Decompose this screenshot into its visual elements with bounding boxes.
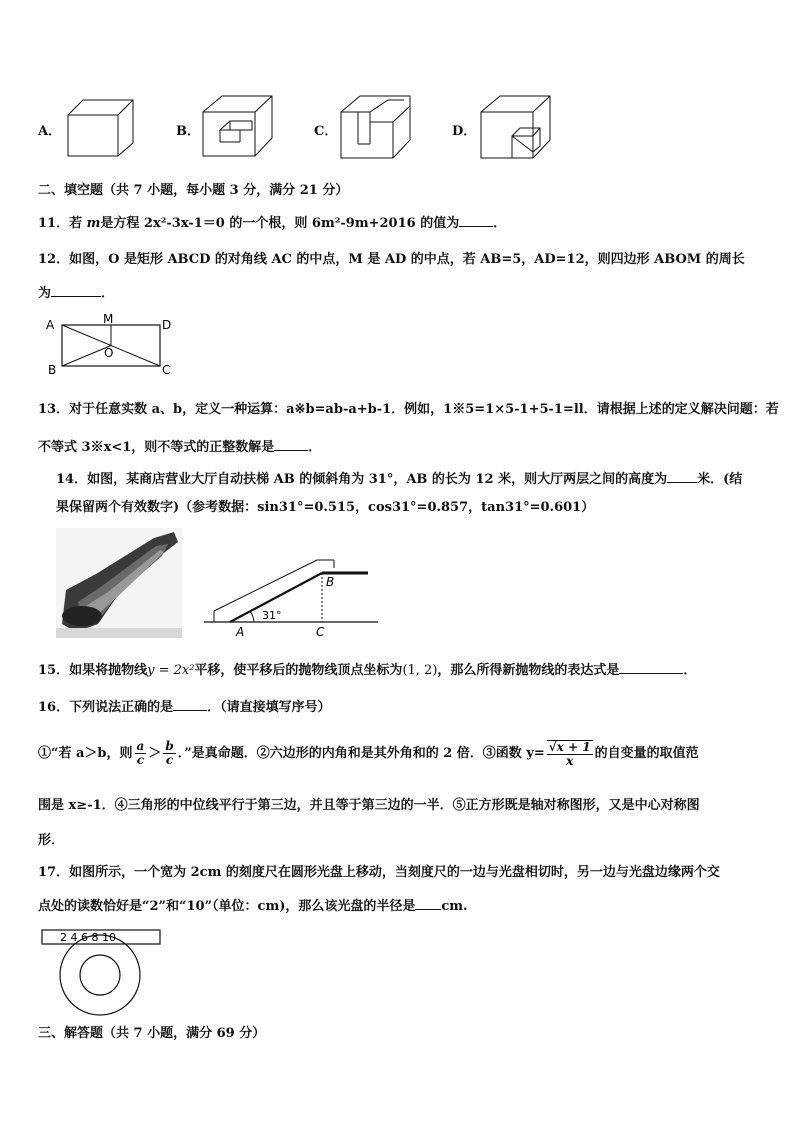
q16-answer-blank[interactable] bbox=[173, 697, 207, 711]
q14-label-b: B bbox=[326, 575, 335, 589]
question-11 bbox=[38, 213, 506, 233]
option-c-label: C． bbox=[314, 124, 338, 139]
section-2-heading: 二、填空题（共 7 小题，每小题 3 分，满分 21 分） bbox=[38, 183, 349, 198]
q13-answer-blank[interactable] bbox=[274, 437, 308, 451]
q11-answer-blank[interactable] bbox=[459, 213, 493, 227]
q12-rectangle-figure bbox=[44, 312, 184, 376]
q13-text-a: 不等式 3※x<1，则不等式的正整数解是 bbox=[38, 440, 275, 455]
q16-greater-than: ＞ bbox=[148, 746, 162, 761]
option-b-figure bbox=[200, 94, 274, 160]
q15-text-b: 平移，使平移后的抛物线顶点坐标为 bbox=[194, 663, 403, 678]
q17-answer-blank[interactable] bbox=[415, 896, 441, 910]
q12-label-m: M bbox=[103, 312, 114, 326]
q14-angle-label: 31° bbox=[262, 609, 282, 622]
q15-point: (1, 2) bbox=[402, 663, 438, 678]
q14-text-b: 米．(结 bbox=[697, 472, 743, 487]
q14-line-1 bbox=[56, 469, 742, 489]
escalator-photo bbox=[56, 528, 182, 638]
option-b-label: B． bbox=[176, 124, 200, 139]
option-a-label: A． bbox=[38, 124, 62, 139]
q14-text-a: 14．如图，某商店营业大厅自动扶梯 AB 的倾斜角为 31°，AB 的长为 12 米，则大厅两层之间的高度为 bbox=[56, 472, 668, 487]
q12-label-d: D bbox=[162, 318, 172, 332]
q16-fraction-a-over-c: $\frac{a}{c}$ bbox=[136, 739, 145, 767]
q16-fraction-sqrt: $\frac{√x + 1}{x}$ bbox=[548, 739, 591, 768]
q15-text-d: ． bbox=[683, 663, 697, 678]
q15-formula: y = 2x² bbox=[147, 663, 195, 678]
q12-line-1: 12．如图，O 是矩形 ABCD 的对角线 AC 的中点，M 是 AD 的中点，若 AB=5，AD=12，则四边形 ABOM 的周长 bbox=[38, 252, 745, 267]
q11-text-a: 11．若 bbox=[38, 216, 87, 231]
q11-text-b: 是方程 2x²-3x-1＝0 的一个根，则 6m²-9m+2016 的值为 bbox=[100, 216, 460, 231]
q14-label-c: C bbox=[316, 625, 325, 639]
q12-label-c: C bbox=[162, 363, 171, 377]
q16-text-c: ①“若 a＞b，则 bbox=[38, 746, 133, 761]
q17-text-b: cm. bbox=[441, 899, 468, 914]
q12-line-2 bbox=[38, 283, 114, 303]
option-a-figure bbox=[66, 98, 136, 160]
option-d-figure bbox=[478, 94, 552, 162]
q17-ruler-disc-figure bbox=[40, 926, 164, 1018]
q16-text-d: ．”是真命题．②六边形的内角和是其外角和的 2 倍．③函数 y= bbox=[177, 746, 545, 761]
q17-line-2 bbox=[38, 896, 468, 916]
q16-fraction-b-over-c: $\frac{b}{c}$ bbox=[165, 739, 174, 767]
q13-text-b: ． bbox=[308, 440, 322, 455]
q14-escalator-diagram bbox=[204, 556, 380, 640]
q14-answer-blank[interactable] bbox=[667, 469, 697, 483]
q15-text-a: 15．如果将抛物线 bbox=[38, 663, 148, 678]
q16-line-3: 围是 x≥-1．④三角形的中位线平行于第三边，并且等于第三边的一半．⑤正方形既是轴对称图形，又是中心对称图 bbox=[38, 798, 700, 813]
option-c-figure bbox=[338, 94, 412, 162]
q16-line-4: 形． bbox=[38, 833, 65, 848]
q16-text-a: 16．下列说法正确的是 bbox=[38, 700, 174, 715]
option-d-label: D． bbox=[452, 124, 477, 139]
q14-label-a: A bbox=[236, 625, 245, 639]
q12-label-a: A bbox=[46, 318, 55, 332]
q12-text-a: 为 bbox=[38, 286, 52, 301]
q16-line-2 bbox=[38, 734, 699, 774]
q11-text-c: ． bbox=[493, 216, 507, 231]
q12-label-b: B bbox=[48, 363, 57, 377]
q12-answer-blank[interactable] bbox=[51, 283, 101, 297]
q16-text-e: 的自变量的取值范 bbox=[594, 746, 699, 761]
q11-var-m: m bbox=[86, 216, 101, 231]
q16-line-1 bbox=[38, 697, 331, 717]
q17-ruler-scale: 2 4 6 8 10 bbox=[60, 931, 116, 944]
q13-line-1: 13．对于任意实数 a、b，定义一种运算：a※b=ab-a+b-1．例如，1※5=1×5-1+5-1=ll．请根据上述的定义解决问题：若 bbox=[38, 402, 779, 417]
q15-text-c: ，那么所得新抛物线的表达式是 bbox=[437, 663, 620, 678]
q12-label-o: O bbox=[104, 346, 114, 360]
q13-line-2 bbox=[38, 437, 321, 457]
question-15 bbox=[38, 660, 696, 680]
q16-text-b: ．（请直接填写序号） bbox=[207, 700, 331, 715]
q17-text-a: 点处的读数恰好是“2”和“10”（单位：cm)，那么该光盘的半径是 bbox=[38, 899, 416, 914]
q12-text-b: ． bbox=[101, 286, 115, 301]
q15-answer-blank[interactable] bbox=[619, 660, 683, 674]
q17-line-1: 17．如图所示，一个宽为 2cm 的刻度尺在圆形光盘上移动，当刻度尺的一边与光盘相切时，另一边与光盘边缘两个交 bbox=[38, 865, 720, 880]
section-3-heading: 三、解答题（共 7 小题，满分 69 分） bbox=[38, 1026, 266, 1041]
q14-line-2: 果保留两个有效数字)（参考数据：sin31°=0.515，cos31°=0.857，tan31°=0.601） bbox=[56, 500, 595, 515]
